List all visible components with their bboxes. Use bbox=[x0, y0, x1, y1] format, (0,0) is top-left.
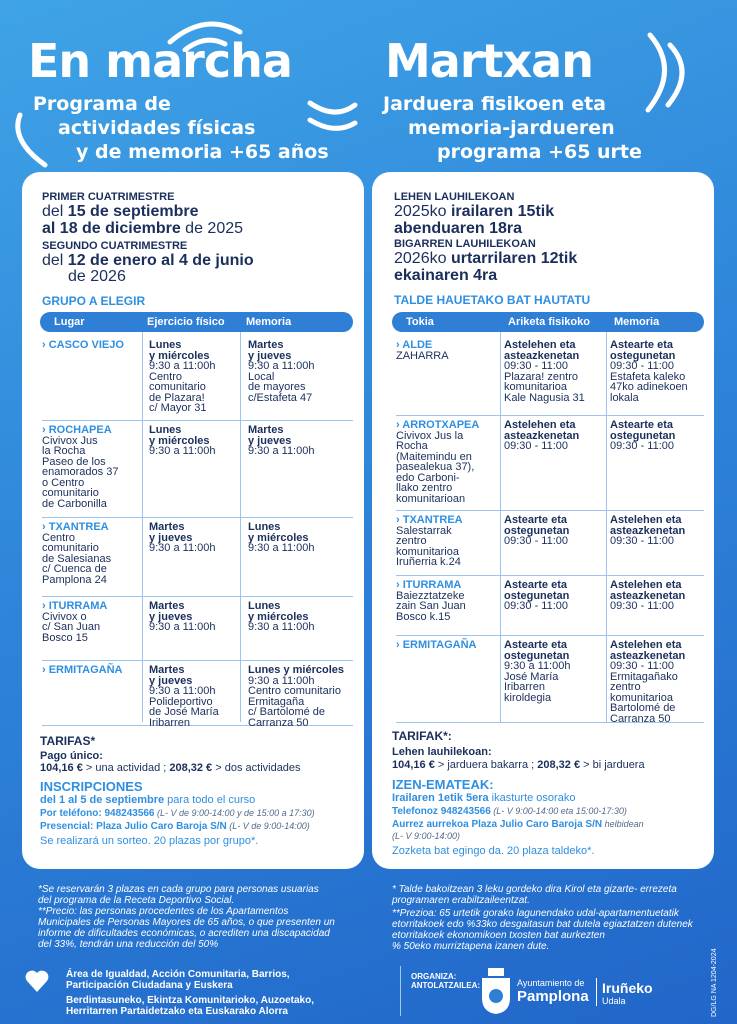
exercise-cell: Astearte eta ostegunetan 9:30 a 11:00h José María Iribarren kiroldegia bbox=[504, 639, 571, 704]
eu-phone-line[interactable]: Telefonoz 948243566 (L- V 9:00-14:00 eta 15:00-17:30) bbox=[392, 806, 627, 817]
eu-period1-line2: abenduaren 18ra bbox=[394, 220, 523, 237]
udala-logo: Iruñeko Udala bbox=[602, 980, 653, 1006]
period2-label: SEGUNDO CUATRIMESTRE bbox=[42, 240, 188, 252]
eu-period2-line1: 2026ko urtarrilaren 12tik bbox=[394, 250, 578, 267]
loc-cell: › ROCHAPEA Civivox Jus la Rocha Paseo de los enamorados 37 o Centro comunitario de Carbonilla bbox=[42, 424, 119, 510]
eu-presencial-hours: (L- V 9:00-14:00) bbox=[392, 831, 461, 841]
loc-cell: › ERMITAGAÑA bbox=[396, 639, 477, 651]
table-row bbox=[42, 336, 353, 421]
table-body-eu bbox=[396, 336, 704, 726]
memory-cell: Astearte eta ostegunetan 09:30 - 11:00 Estafeta kaleko 47ko adinekoen lokala bbox=[610, 339, 688, 404]
loc-cell: › ITURRAMA Baiezztatzeke zain San Juan Bosco k.15 bbox=[396, 579, 466, 623]
eu-sorteo-note: Zozketa bat egingo da. 20 plaza taldeko*. bbox=[392, 845, 595, 857]
table-row bbox=[42, 421, 353, 518]
col-memoria: Memoria bbox=[246, 316, 292, 328]
ayto-logo: Ayuntamiento de Pamplona bbox=[517, 978, 589, 1005]
memory-cell: Astearte eta ostegunetan 09:30 - 11:00 bbox=[610, 419, 676, 452]
exercise-cell: Astearte eta ostegunetan 09:30 - 11:00 bbox=[504, 579, 570, 612]
inscripciones-title: INSCRIPCIONES bbox=[40, 779, 143, 794]
table-row bbox=[396, 416, 704, 511]
eu-presencial-line: Aurrez aurrekoa Plaza Julio Caro Baroja S/N helbidean bbox=[392, 819, 644, 830]
period1-label: PRIMER CUATRIMESTRE bbox=[42, 191, 175, 203]
memory-cell: Lunes y miércoles 9:30 a 11:00h Centro comunitario Ermitagaña c/ Bartolomé de Carranza 50 bbox=[248, 664, 344, 729]
subtitle-eu-2: memoria-jardueren bbox=[408, 117, 615, 139]
loc-cell: › ERMITAGAÑA bbox=[42, 664, 123, 676]
eu-group-title: TALDE HAUETAKO BAT HAUTATU bbox=[394, 293, 591, 307]
tarifas-title: TARIFAS* bbox=[40, 734, 96, 748]
presencial-line: Presencial: Plaza Julio Caro Baroja S/N (L- V de 9:00-14:00) bbox=[40, 821, 310, 832]
table-body-es bbox=[42, 336, 353, 729]
exercise-cell: Lunes y miércoles 9:30 a 11:00h bbox=[149, 424, 216, 457]
footnotes-eu: * Talde bakoitzean 3 leku gordeko dira Kirol eta gizarte- errezeta programaren erabiltzaileentzat. **Prezioa: 65 urtetik gorako lagunendako udal-apartamentuetatik etorritakoek edo %33ko desgaitasun bat dutela egiaztatzen dutenek etorritakoek ekonomikoen txosten bat aurkezten % 50eko murriztapena izanen dute. bbox=[392, 884, 693, 952]
card-es bbox=[22, 172, 364, 869]
title-eu: Martxan bbox=[385, 34, 593, 88]
exercise-cell: Lunes y miércoles 9:30 a 11:00h Centro comunitario de Plazara! c/ Mayor 31 bbox=[149, 339, 216, 414]
pago-label: Pago único: bbox=[40, 750, 103, 762]
memory-cell: Astelehen eta asteazkenetan 09:30 - 11:00 bbox=[610, 514, 686, 547]
col-lugar: Lugar bbox=[54, 316, 85, 328]
title-es: En marcha bbox=[28, 34, 292, 88]
memory-cell: Astelehen eta asteazkenetan 09:30 - 11:00 bbox=[610, 579, 686, 612]
wave-decoration-icon bbox=[640, 30, 700, 120]
wave-decoration-icon bbox=[160, 12, 250, 52]
loc-cell: › TXANTREA Centro comunitario de Salesianas c/ Cuenca de Pamplona 24 bbox=[42, 521, 112, 586]
loc-cell: › ARROTXAPEA Civivox Jus la Rocha (Maitemindu en pasealekua 37), edo Carboni- llako zentro komunitarioan bbox=[396, 419, 480, 505]
table-row bbox=[42, 597, 353, 661]
eu-table-header bbox=[392, 312, 704, 332]
phone-line[interactable]: Por teléfono: 948243566 (L- V de 9:00-14:00 y de 15:00 a 17:30) bbox=[40, 808, 315, 819]
footnotes-es: *Se reservarán 3 plazas en cada grupo para personas usuarias del programa de la Receta Deportivo Social. **Precio: las personas procedentes de los Apartamentos Municipales de Personas Mayores de 65 años, o que presenten un informe de dificultades económicas, o acrediten una discapacidad del 33%, tendrán una reducción del 50% bbox=[38, 884, 335, 950]
eu-insc-date: Irailaren 1etik 5era ikasturte osorako bbox=[392, 792, 576, 804]
sorteo-note: Se realizará un sorteo. 20 plazas por grupo*. bbox=[40, 835, 259, 847]
memory-cell: Lunes y miércoles 9:30 a 11:00h bbox=[248, 521, 315, 554]
table-row bbox=[396, 511, 704, 576]
memory-cell: Martes y jueves 9:30 a 11:00h bbox=[248, 424, 315, 457]
wave-decoration-icon bbox=[10, 110, 60, 170]
table-row bbox=[396, 576, 704, 636]
price-line: 104,16 € > una actividad ; 208,32 € > dos actividades bbox=[40, 762, 301, 774]
exercise-cell: Martes y jueves 9:30 a 11:00h Polideportivo de José María Iribarren bbox=[149, 664, 219, 729]
card-eu bbox=[372, 172, 714, 869]
loc-cell: › ALDE ZAHARRA bbox=[396, 339, 449, 362]
exercise-cell: Astelehen eta asteazkenetan 09:30 - 11:00 Plazara! zentro komunitarioa Kale Nagusia 31 bbox=[504, 339, 585, 404]
heart-icon bbox=[24, 968, 50, 994]
subtitle-eu-1: Jarduera fisikoen eta bbox=[383, 93, 606, 115]
subtitle-es-2: actividades físicas bbox=[58, 117, 256, 139]
col-ejercicio: Ejercicio físico bbox=[147, 316, 225, 328]
eu-period1-line1: 2025ko irailaren 15tik bbox=[394, 203, 555, 220]
table-row bbox=[42, 518, 353, 597]
memory-cell: Astelehen eta asteazkenetan 09:30 - 11:00 Ermitagañako zentro komunitarioa Bartolomé de Carranza 50 bbox=[610, 639, 686, 725]
eu-tarifas-title: TARIFAK*: bbox=[392, 729, 452, 743]
wave-decoration-icon bbox=[305, 95, 360, 135]
table-row bbox=[42, 661, 353, 729]
group-title: GRUPO A ELEGIR bbox=[42, 294, 146, 308]
col-tokia: Tokia bbox=[406, 316, 434, 328]
legal-code: DG/LG NA 1204-2024 bbox=[711, 948, 718, 1017]
table-row bbox=[396, 636, 704, 723]
organiza-label: ORGANIZA: ANTOLATZAILEA: bbox=[411, 972, 481, 990]
exercise-cell: Astelehen eta asteazkenetan 09:30 - 11:00 bbox=[504, 419, 580, 452]
period1-line2: al 18 de diciembre de 2025 bbox=[42, 220, 244, 237]
eu-period2-label: BIGARREN LAUHILEKOAN bbox=[394, 238, 536, 250]
memory-cell: Lunes y miércoles 9:30 a 11:00h bbox=[248, 600, 315, 633]
col-ariketa: Ariketa fisikoko bbox=[508, 316, 590, 328]
exercise-cell: Martes y jueves 9:30 a 11:00h bbox=[149, 600, 216, 633]
exercise-cell: Martes y jueves 9:30 a 11:00h bbox=[149, 521, 216, 554]
eu-insc-title: IZEN-EMATEAK: bbox=[392, 777, 494, 792]
subtitle-es-3: y de memoria +65 años bbox=[76, 141, 329, 163]
insc-date: del 1 al 5 de septiembre para todo el curso bbox=[40, 794, 256, 806]
period1-line1: del 15 de septiembre bbox=[42, 203, 199, 220]
eu-pago-label: Lehen lauhilekoan: bbox=[392, 746, 492, 758]
area-eu: Berdintasuneko, Ekintza Komunitarioko, Auzoetako, Herritarren Partaidetzako eta Euskarako Alorra bbox=[66, 995, 314, 1017]
period2-line2: de 2026 bbox=[68, 268, 126, 285]
coat-of-arms-icon bbox=[478, 966, 514, 1016]
table-row bbox=[396, 336, 704, 416]
exercise-cell: Astearte eta ostegunetan 09:30 - 11:00 bbox=[504, 514, 570, 547]
subtitle-eu-3: programa +65 urte bbox=[437, 141, 642, 163]
loc-cell: › CASCO VIEJO bbox=[42, 339, 124, 351]
subtitle-es-1: Programa de bbox=[33, 93, 171, 115]
eu-price-line: 104,16 € > jarduera bakarra ; 208,32 € > bi jarduera bbox=[392, 759, 645, 771]
loc-cell: › ITURRAMA Civivox o c/ San Juan Bosco 15 bbox=[42, 600, 108, 644]
period2-line1: del 12 de enero al 4 de junio bbox=[42, 252, 254, 269]
table-header bbox=[40, 312, 353, 332]
memory-cell: Martes y jueves 9:30 a 11:00h Local de mayores c/Estafeta 47 bbox=[248, 339, 315, 404]
eu-period2-line2: ekainaren 4ra bbox=[394, 267, 498, 284]
eu-period1-label: LEHEN LAUHILEKOAN bbox=[394, 191, 515, 203]
loc-cell: › TXANTREA Salestarrak zentro komunitarioa Iruñerria k.24 bbox=[396, 514, 463, 568]
area-es: Área de Igualdad, Acción Comunitaria, Barrios, Participación Ciudadana y Euskera bbox=[66, 969, 290, 991]
col-memoria-eu: Memoria bbox=[614, 316, 660, 328]
